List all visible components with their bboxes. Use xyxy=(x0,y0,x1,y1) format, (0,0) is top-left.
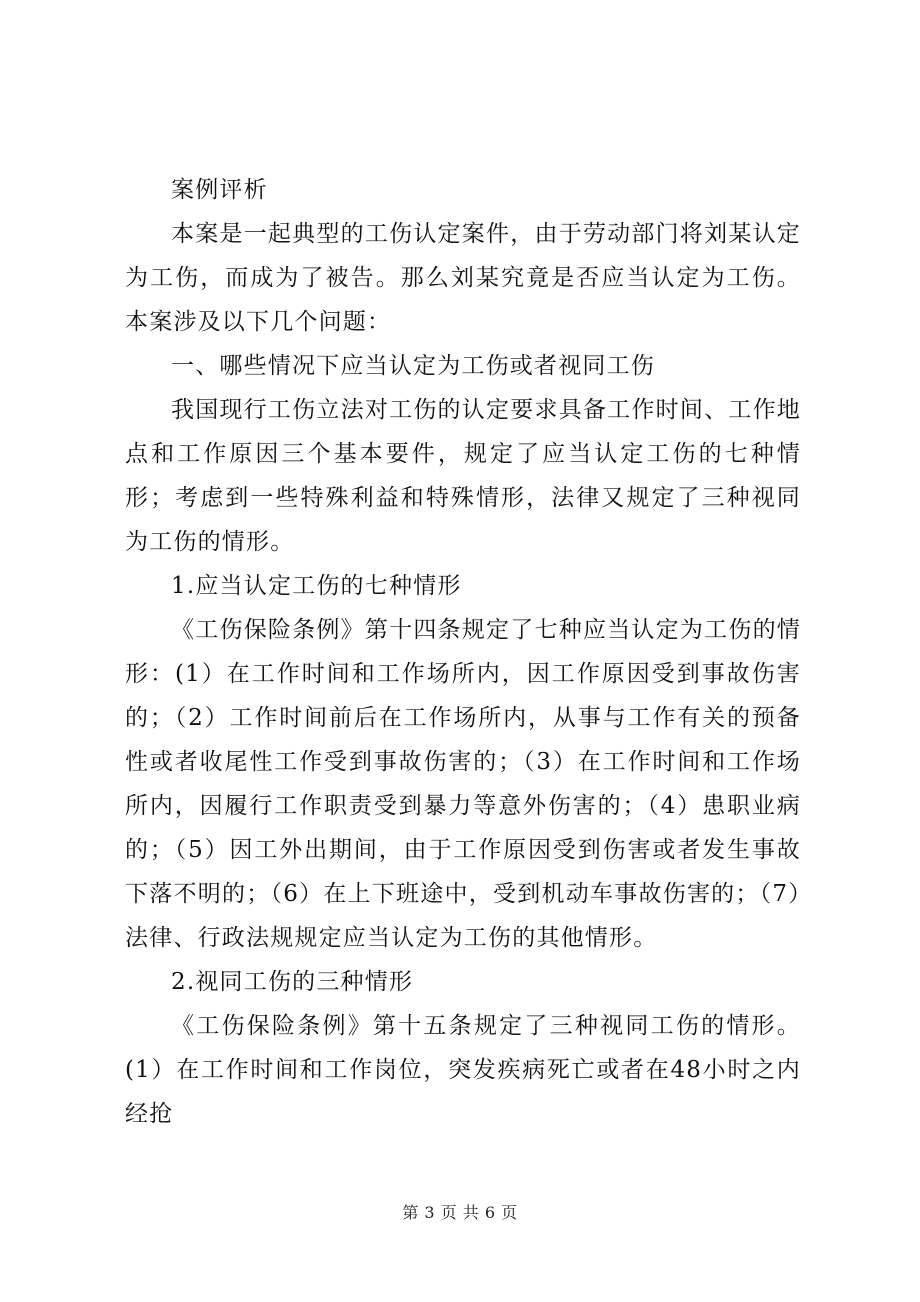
document-body xyxy=(125,168,801,1136)
page-footer: 第 3 页 共 6 页 xyxy=(402,1203,518,1222)
paragraph-article-15: 《工伤保险条例》第十五条规定了三种视同工伤的情形。(1）在工作时间和工作岗位，突发疾病死亡或者在48小时之内经抢 xyxy=(125,1013,801,1127)
heading-three-situations: 2.视同工伤的三种情形 xyxy=(171,969,414,995)
heading-seven-situations: 1.应当认定工伤的七种情形 xyxy=(171,573,462,599)
section-title-case-analysis: 案例评析 xyxy=(171,177,268,203)
paragraph-legislation: 我国现行工伤立法对工伤的认定要求具备工作时间、工作地点和工作原因三个基本要件，规定了应当认定工伤的七种情形；考虑到一些特殊利益和特殊情形，法律又规定了三种视同为工伤的情形。 xyxy=(125,397,801,555)
heading-which-situations: 一、哪些情况下应当认定为工伤或者视同工伤 xyxy=(171,353,655,379)
paragraph-intro: 本案是一起典型的工伤认定案件，由于劳动部门将刘某认定为工伤，而成为了被告。那么刘某究竟是否应当认定为工伤。本案涉及以下几个问题： xyxy=(125,221,801,335)
paragraph-article-14: 《工伤保险条例》第十四条规定了七种应当认定为工伤的情形：(1）在工作时间和工作场所内，因工作原因受到事故伤害的；（2）工作时间前后在工作场所内，从事与工作有关的预备性或者收尾性工作受到事故伤害的；（3）在工作时间和工作场所内，因履行工作职责受到暴力等意外伤害的；（4）患职业病的；（5）因工外出期间，由于工作原因受到伤害或者发生事故下落不明的；（6）在上下班途中，受到机动车事故伤害的；（7）法律、行政法规规定应当认定为工伤的其他情形。 xyxy=(125,617,801,951)
